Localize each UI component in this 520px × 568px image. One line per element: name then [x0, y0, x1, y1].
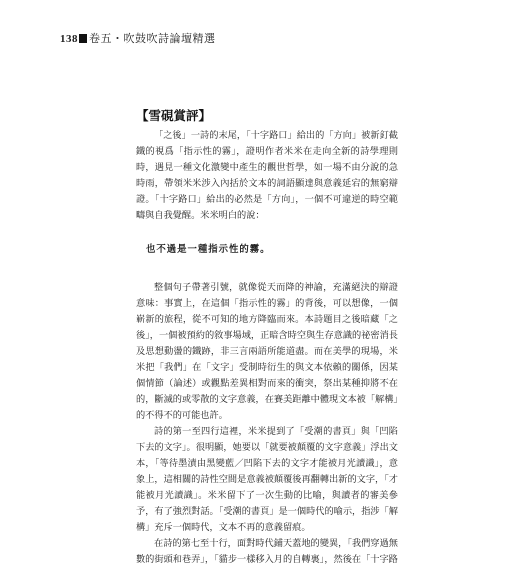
- running-header: [60, 30, 216, 46]
- paragraph: 在詩的第七至十行，面對時代鋪天蓋地的變異，「我們穿過無數的街頭和巷弄」，「貓步一樣移入月的自轉裏」，然後在「十字路: [136, 538, 398, 565]
- paragraph: 整個句子帶著引號，就像從天而降的神諭，充滿絕決的辯證意味：事實上，在這個「指示性的霧」的背後，可以想像，一個嶄新的旅程，從不可知的地方降臨而來。本詩題目之後暗藏「之後」，一個被預約的敘事場域，正暗含時空與生存意識的祕密消長及思想動盪的鐵跡，非三言兩語所能道盡。而在美學的現場，米米把「我們」在「文字」受制時衍生的與文本依賴的關係，因某個情節（論述）或觀點差異相對而來的衝突，祭出某種抑將不在的，斷滅的或零散的文字意義，在賽美距離中體現文本被「解構」的不得不的可能也許。: [136, 282, 398, 421]
- running-title: 卷五・吹鼓吹詩論壇精選: [89, 32, 216, 45]
- paragraph: 詩的第一至四行這裡，米米提到了「受潮的書頁」與「凹陷下去的文字」。很明顯，她要以「就要被顛覆的文字意義」浮出文本，「等待墨漬由黑變藍／凹陷下去的文字才能被月光讀識」，意象上，這相關的詩性空間是意義被顛覆後再翻轉出新的文字，「才能被月光讀識」。米米留下了一次生動的比喻，與讀者的審美參予，有了強烈對話。「受潮的書頁」是一個時代的喻示，指涉「解構」充斥一個時代，文本不再的意義留痕。: [136, 426, 398, 533]
- header-block-icon: [79, 34, 87, 43]
- quoted-line: 也不過是一種指示性的霧。: [146, 244, 271, 255]
- article-body: [136, 128, 398, 568]
- page-number: 138: [60, 33, 78, 45]
- section-heading: 【雪硯賞評】: [136, 108, 212, 123]
- paragraph: 「之後」一詩的末尾，「十字路口」給出的「方向」被新釘截鐵的視爲「指示性的霧」，證明作者米米在走向全新的詩學理則時，遇見一種文化激變中產生的觀世哲學，如一場不由分說的急時雨，帶領米米涉入內括於文本的詞語顯達與意義延宕的無窮辯證。「十字路口」給出的必然是「方向」，一個不可違逆的時空範疇與自我覺醒。米米明白的說：: [136, 130, 398, 221]
